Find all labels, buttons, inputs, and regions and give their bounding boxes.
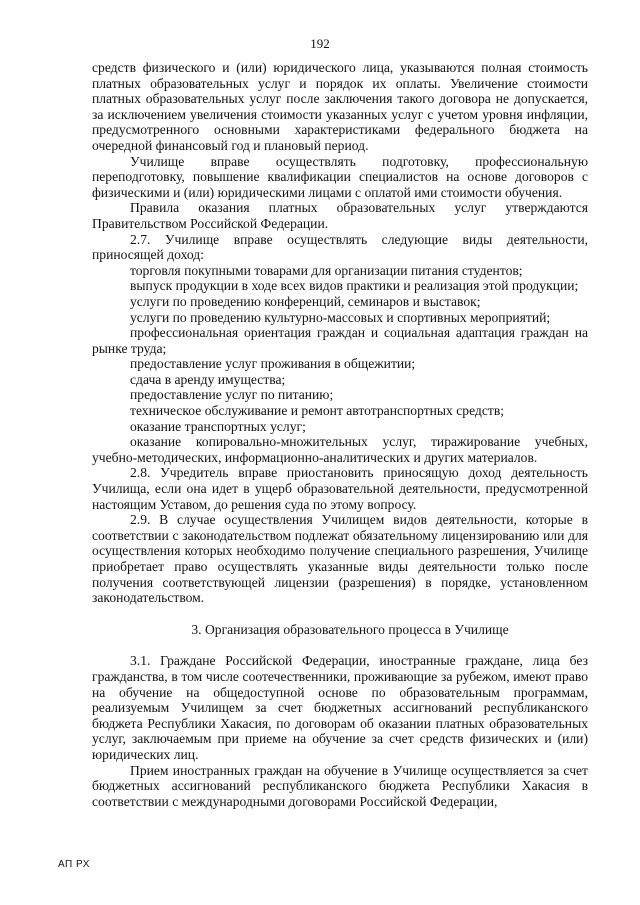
list-item: торговля покупными товарами для организации питания студентов; [130,262,523,278]
section-title: 3. Организация образовательного процесса в Училище [191,621,509,637]
list-item: техническое обслуживание и ремонт автотранспортных средств; [130,403,505,419]
list-item: предоставление услуг проживания в общежитии; [130,356,416,372]
list-item: профессиональная ориентация граждан и социальная адаптация граждан на рынке труда; [92,325,588,356]
clause-2-9: 2.9. В случае осуществления Училищем видов деятельности, которые в соответствии с законодательством подлежат обязательному лицензированию или для осуществления которых необходимо получение специального разрешения, Училище приобретает право осуществлять указанные виды деятельности только после получения соответствующей лицензии (разрешения) в порядке, установленном законодательством. [92,512,588,606]
spacer [92,637,588,653]
paragraph-training: Училище вправе осуществлять подготовку, профессиональную переподготовку, повышение квалификации специалистов на основе договоров с физическими и (или) юридическими лицами с оплатой ими стоимости обучения. [92,153,588,200]
paragraph-foreign-admission: Прием иностранных граждан на обучение в Училище осуществляется за счет бюджетных ассигнований республиканского бюджета Республики Хакасия в соответствии с международными договорами Российской Федерации, [92,762,588,809]
list-item: сдача в аренду имущества; [130,371,286,387]
list-item: выпуск продукции в ходе всех видов практики и реализация этой продукции; [130,278,579,294]
spacer [92,606,588,622]
archive-stamp-footer: АП РХ [58,859,90,870]
list-item: оказание копировально-множительных услуг, тиражирование учебных, учебно-методических, информационно-аналитических и других материалов. [92,434,588,465]
paragraph-rules: Правила оказания платных образовательных услуг утверждаются Правительством Российской Федерации. [92,200,588,231]
paragraph-continuation: средств физического и (или) юридического лица, указываются полная стоимость платных образовательных услуг и порядок их оплаты. Увеличение стоимости платных образовательных услуг после заключения такого договора не допускается, за исключением увеличения стоимости указанных услуг с учетом уровня инфляции, предусмотренного основными характеристиками федерального бюджета на очередной финансовый год и плановый период. [92,60,588,153]
clause-2-8: 2.8. Учредитель вправе приостановить приносящую доход деятельность Училища, если она идет в ущерб образовательной деятельности, предусмотренной настоящим Уставом, до решения суда по этому вопросу. [92,465,588,512]
list-item: предоставление услуг по питанию; [130,387,334,403]
list-item: оказание транспортных услуг; [130,418,306,434]
list-item: услуги по проведению конференций, семинаров и выставок; [130,293,481,309]
clause-3-1: 3.1. Граждане Российской Федерации, иностранные граждане, лица без гражданства, в том числе соотечественники, проживающие за рубежом, имеют право на обучение на общедоступной основе по образовательным программам, реализуемым Училищем за счет бюджетных ассигнований республиканского бюджета Республики Хакасия, по договорам об оказании платных образовательных услуг, заключаемым при приеме на обучение за счет средств физических и (или) юридических лиц. [92,653,588,762]
list-item: услуги по проведению культурно-массовых и спортивных мероприятий; [130,309,551,325]
page-number: 192 [310,36,330,51]
document-body [92,60,588,809]
clause-2-7: 2.7. Училище вправе осуществлять следующие виды деятельности, приносящей доход: [92,231,588,263]
income-activities-list [92,263,588,466]
